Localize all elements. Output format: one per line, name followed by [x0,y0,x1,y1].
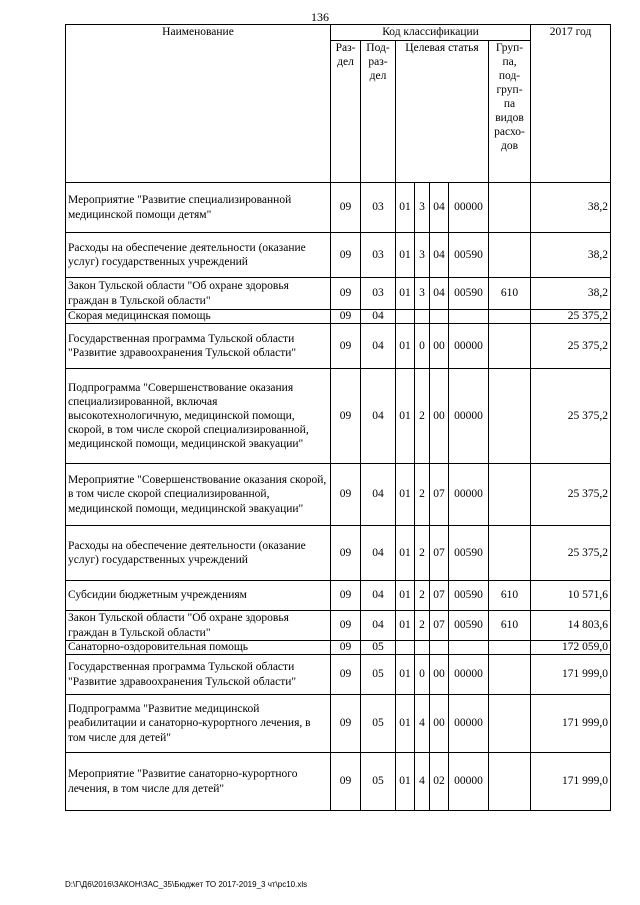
row-name: Подпрограмма "Развитие медицинской реабилитации и санаторно-курортного лечения, в том числе для детей" [66,695,331,753]
row-expense-group [489,324,531,369]
table-row [66,581,611,611]
row-razdel: 09 [331,655,361,695]
row-name: Расходы на обеспечение деятельности (оказание услуг) государственных учреждений [66,526,331,581]
row-expense-group [489,526,531,581]
row-name: Государственная программа Тульской области "Развитие здравоохранения Тульской области" [66,655,331,695]
row-target-direction: 00000 [449,183,489,233]
table-row [66,611,611,641]
row-value-2017: 10 571,6 [531,581,611,611]
table-row [66,278,611,310]
header-year: 2017 год [531,25,611,183]
row-target-program: 01 [396,464,415,526]
table-row [66,324,611,369]
row-target-direction: 00000 [449,753,489,811]
row-razdel: 09 [331,526,361,581]
row-target-event: 04 [430,278,449,310]
row-target-event: 07 [430,581,449,611]
row-target-program: 01 [396,526,415,581]
header-group: Груп- па, под- груп- па видов расхо- дов [489,41,531,183]
row-target-program [396,310,415,324]
row-target-subprogram: 0 [415,324,430,369]
row-target-direction: 00590 [449,233,489,278]
table-row [66,655,611,695]
row-podrazdel: 04 [361,369,396,464]
row-target-subprogram: 2 [415,369,430,464]
row-name: Расходы на обеспечение деятельности (оказание услуг) государственных учреждений [66,233,331,278]
row-target-program [396,641,415,655]
row-expense-group [489,641,531,655]
row-target-program: 01 [396,183,415,233]
row-podrazdel: 03 [361,278,396,310]
row-target-event: 00 [430,695,449,753]
row-podrazdel: 04 [361,464,396,526]
row-target-event: 04 [430,183,449,233]
table-row [66,233,611,278]
row-value-2017: 25 375,2 [531,526,611,581]
row-expense-group [489,464,531,526]
row-razdel: 09 [331,464,361,526]
row-value-2017: 171 999,0 [531,655,611,695]
row-name: Закон Тульской области "Об охране здоровья граждан в Тульской области" [66,278,331,310]
row-target-program: 01 [396,695,415,753]
table-row [66,183,611,233]
row-target-subprogram: 4 [415,695,430,753]
row-expense-group [489,655,531,695]
row-target-subprogram: 2 [415,526,430,581]
row-podrazdel: 05 [361,655,396,695]
row-name: Скорая медицинская помощь [66,310,331,324]
row-podrazdel: 04 [361,324,396,369]
row-target-event [430,310,449,324]
row-name: Мероприятие "Развитие санаторно-курортного лечения, в том числе для детей" [66,753,331,811]
row-target-subprogram: 3 [415,278,430,310]
row-name: Субсидии бюджетным учреждениям [66,581,331,611]
row-target-direction [449,310,489,324]
row-expense-group [489,695,531,753]
row-target-program: 01 [396,278,415,310]
row-target-subprogram: 4 [415,753,430,811]
row-target-subprogram: 2 [415,581,430,611]
row-razdel: 09 [331,611,361,641]
budget-table [65,24,611,811]
row-target-program: 01 [396,655,415,695]
row-podrazdel: 03 [361,183,396,233]
row-target-direction: 00590 [449,278,489,310]
header-target: Целевая статья [396,41,489,183]
row-value-2017: 171 999,0 [531,695,611,753]
row-target-event: 07 [430,526,449,581]
row-target-event: 04 [430,233,449,278]
row-expense-group [489,183,531,233]
row-target-direction: 00000 [449,464,489,526]
row-podrazdel: 05 [361,695,396,753]
row-target-direction: 00000 [449,655,489,695]
row-podrazdel: 05 [361,641,396,655]
row-expense-group: 610 [489,278,531,310]
row-razdel: 09 [331,233,361,278]
row-target-direction: 00000 [449,369,489,464]
table-row [66,695,611,753]
row-target-event: 00 [430,324,449,369]
table-row [66,310,611,324]
row-target-direction: 00000 [449,695,489,753]
row-target-program: 01 [396,233,415,278]
row-target-subprogram: 2 [415,464,430,526]
row-value-2017: 38,2 [531,278,611,310]
header-code: Код классификации [331,25,531,41]
row-target-event: 00 [430,655,449,695]
row-target-subprogram [415,310,430,324]
row-value-2017: 25 375,2 [531,310,611,324]
row-target-program: 01 [396,369,415,464]
row-name: Подпрограмма "Совершенствование оказания специализированной, включая высокотехнологичную, медицинской помощи, скорой, в том числе скорой специализированной, медицинской помощи, медицинской эвакуации" [66,369,331,464]
row-razdel: 09 [331,324,361,369]
table-row [66,369,611,464]
row-expense-group [489,233,531,278]
header-razdel: Раз- дел [331,41,361,183]
row-target-subprogram: 0 [415,655,430,695]
row-target-event: 02 [430,753,449,811]
row-value-2017: 25 375,2 [531,369,611,464]
row-name: Санаторно-оздоровительная помощь [66,641,331,655]
row-target-program: 01 [396,753,415,811]
page-number: 136 [311,10,329,24]
row-razdel: 09 [331,310,361,324]
row-podrazdel: 04 [361,526,396,581]
table-row [66,526,611,581]
row-target-direction [449,641,489,655]
row-target-program: 01 [396,324,415,369]
row-value-2017: 25 375,2 [531,464,611,526]
row-expense-group: 610 [489,611,531,641]
row-value-2017: 25 375,2 [531,324,611,369]
row-target-event [430,641,449,655]
row-target-subprogram: 2 [415,611,430,641]
header-podrazdel: Под- раз- дел [361,41,396,183]
file-path-footer: D:\Г\Д6\2016\ЗАКОН\ЗАС_35\Бюджет ТО 2017-2019_3 чт\рс10.xls [65,880,308,889]
row-razdel: 09 [331,695,361,753]
row-name: Мероприятие "Совершенствование оказания скорой, в том числе скорой специализированной, медицинской помощи, медицинской эвакуации" [66,464,331,526]
row-razdel: 09 [331,641,361,655]
header-name: Наименование [66,25,331,183]
row-value-2017: 171 999,0 [531,753,611,811]
row-razdel: 09 [331,278,361,310]
table-row [66,641,611,655]
table-row [66,753,611,811]
row-expense-group [489,369,531,464]
row-value-2017: 38,2 [531,233,611,278]
row-name: Государственная программа Тульской области "Развитие здравоохранения Тульской области" [66,324,331,369]
row-target-program: 01 [396,581,415,611]
row-podrazdel: 04 [361,310,396,324]
row-podrazdel: 04 [361,611,396,641]
row-name: Мероприятие "Развитие специализированной медицинской помощи детям" [66,183,331,233]
row-target-direction: 00590 [449,526,489,581]
row-razdel: 09 [331,183,361,233]
row-target-subprogram: 3 [415,183,430,233]
row-value-2017: 14 803,6 [531,611,611,641]
row-target-event: 00 [430,369,449,464]
row-expense-group: 610 [489,581,531,611]
row-razdel: 09 [331,369,361,464]
row-target-event: 07 [430,464,449,526]
row-expense-group [489,310,531,324]
row-razdel: 09 [331,753,361,811]
row-target-direction: 00590 [449,581,489,611]
row-podrazdel: 04 [361,581,396,611]
row-target-direction: 00000 [449,324,489,369]
row-name: Закон Тульской области "Об охране здоровья граждан в Тульской области" [66,611,331,641]
row-expense-group [489,753,531,811]
row-podrazdel: 03 [361,233,396,278]
row-target-event: 07 [430,611,449,641]
row-podrazdel: 05 [361,753,396,811]
row-razdel: 09 [331,581,361,611]
row-target-subprogram [415,641,430,655]
table-body [66,183,611,811]
row-value-2017: 172 059,0 [531,641,611,655]
row-target-subprogram: 3 [415,233,430,278]
table-row [66,464,611,526]
row-value-2017: 38,2 [531,183,611,233]
row-target-program: 01 [396,611,415,641]
row-target-direction: 00590 [449,611,489,641]
